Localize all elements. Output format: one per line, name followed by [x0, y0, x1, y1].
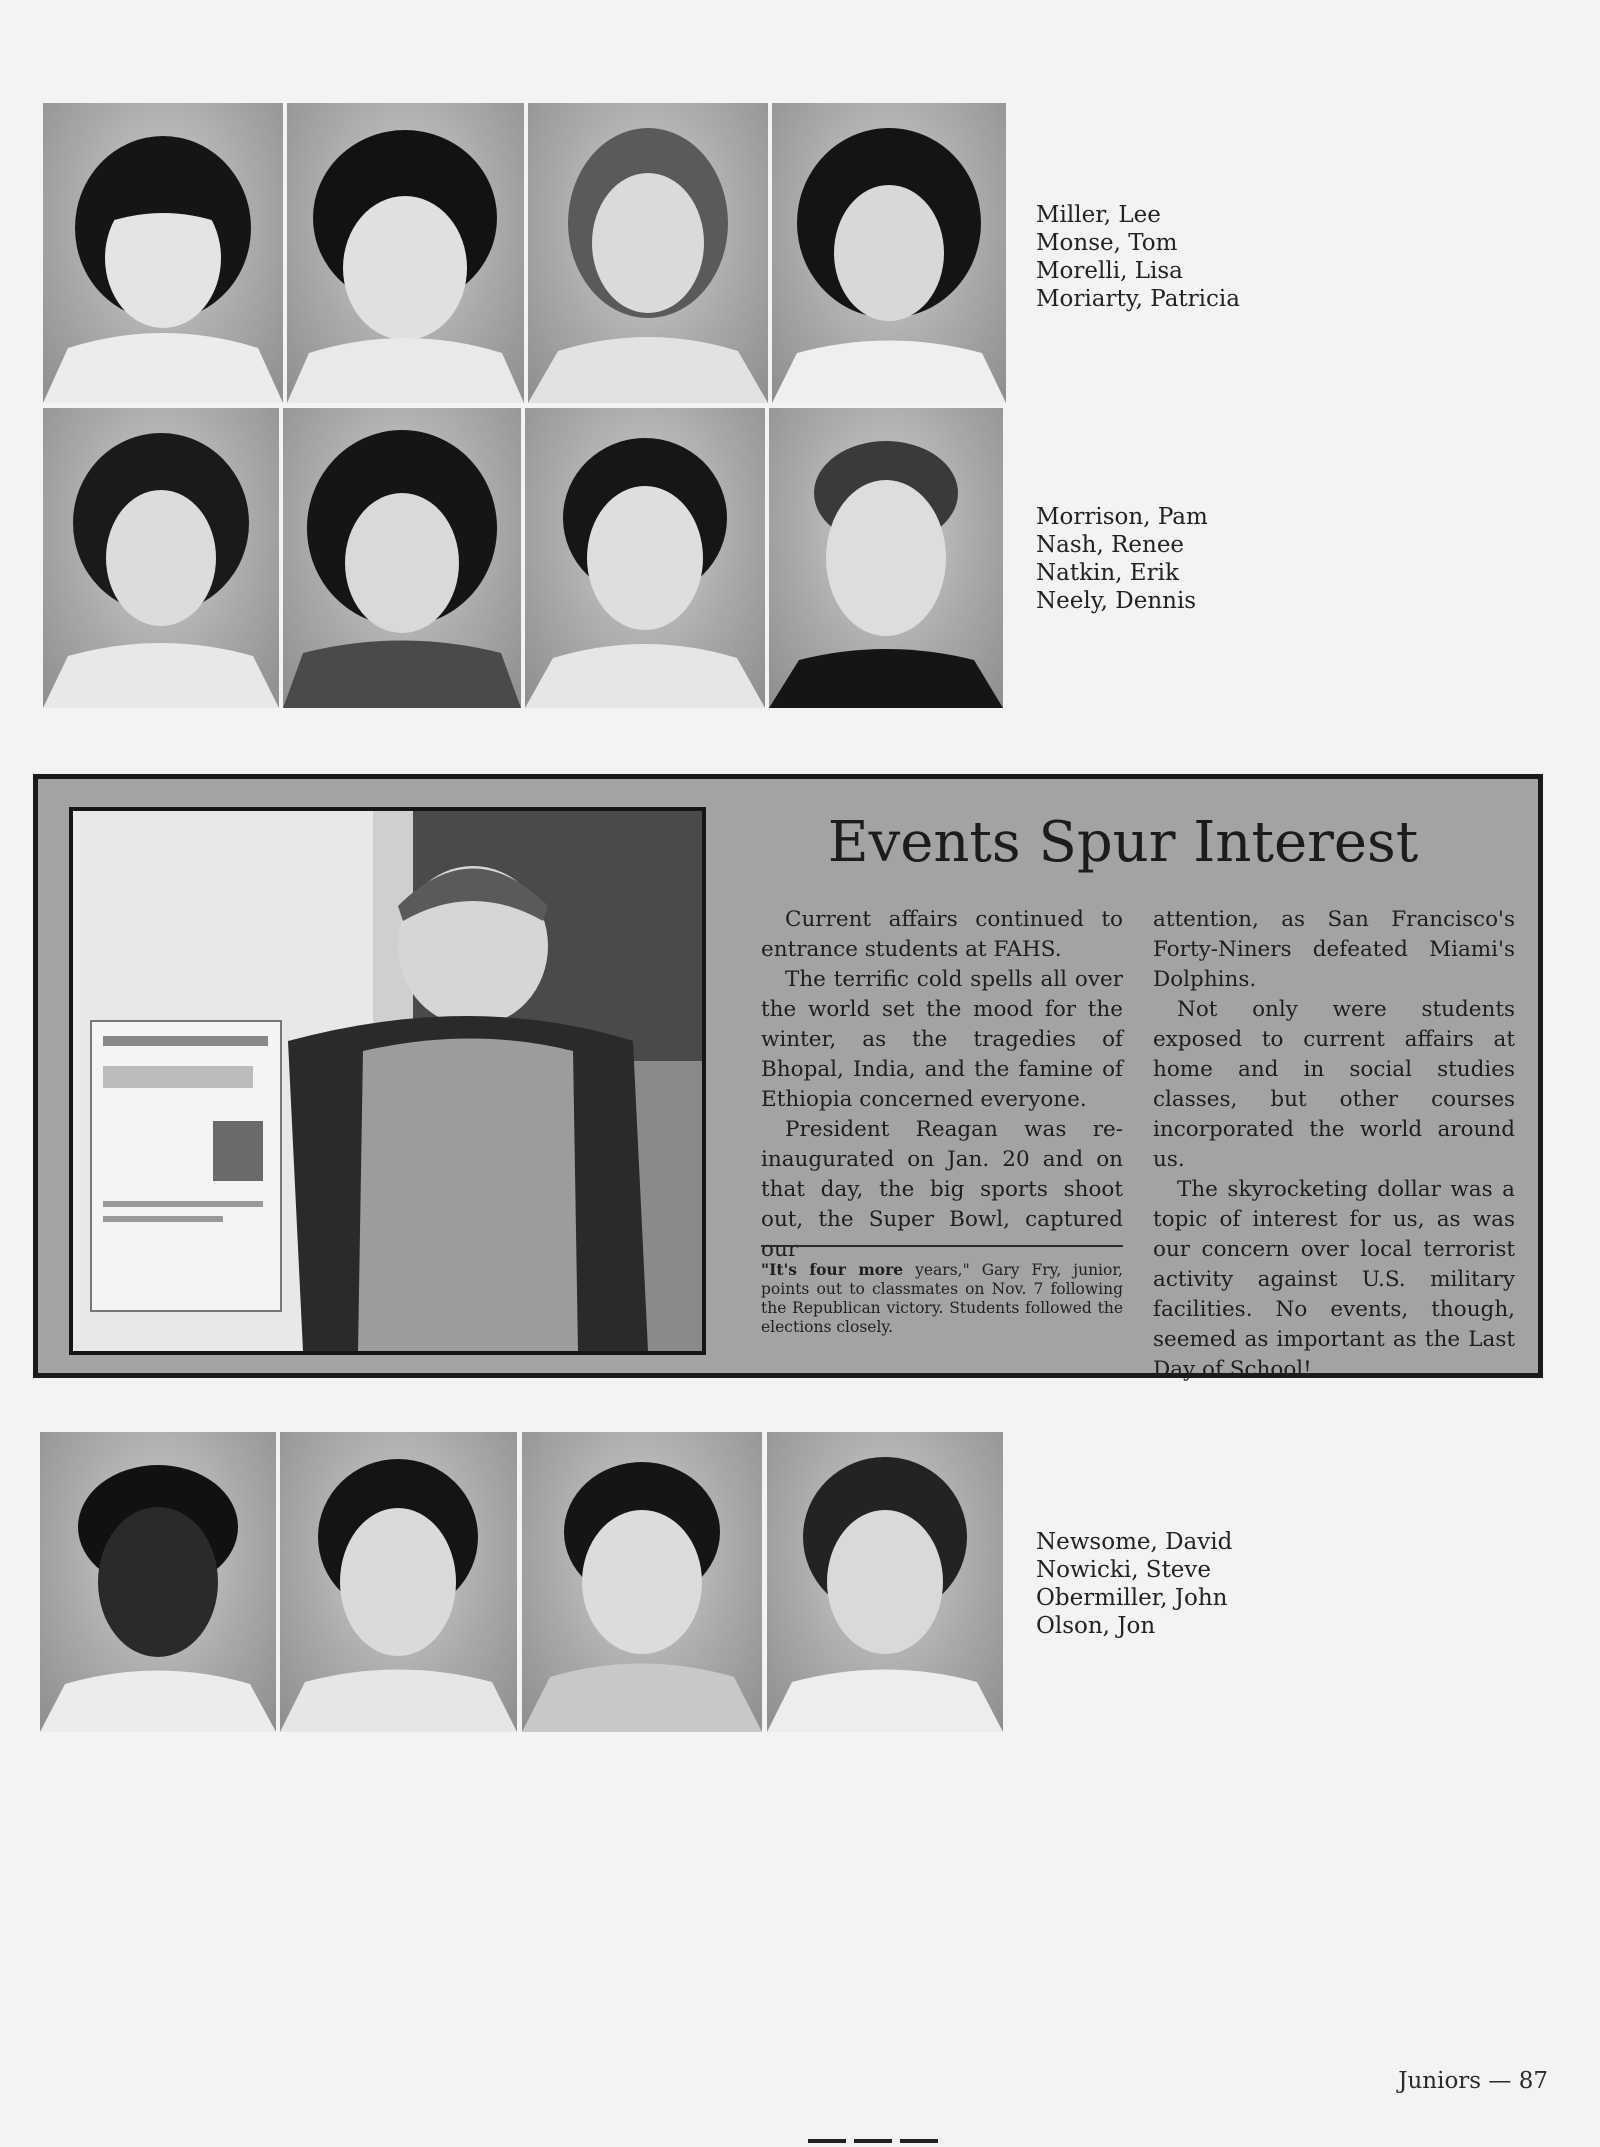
portrait-photo-icon	[525, 408, 765, 708]
portrait-morelli-lisa	[528, 103, 768, 403]
portrait-photo-icon	[769, 408, 1003, 708]
caption-divider	[761, 1245, 1123, 1247]
portrait-moriarty-patricia	[772, 103, 1006, 403]
feature-box	[33, 774, 1543, 1382]
registration-marks	[808, 2128, 948, 2132]
portrait-photo-icon	[772, 103, 1006, 403]
paragraph: Current affairs continued to entrance students at FAHS.	[761, 907, 1123, 962]
photo-caption	[761, 1260, 1123, 1337]
portrait-morrison-pam	[43, 408, 279, 708]
paragraph: President Reagan was re-inaugurated on Jan. 20 and on that day, the big sports shoot out, the Super Bowl, captured our	[761, 1117, 1123, 1262]
name-list-row-2	[1036, 503, 1208, 615]
name-list-row-3	[1036, 1528, 1232, 1640]
portrait-row-1	[0, 103, 1600, 403]
caption-text: years," Gary Fry, junior, points out to classmates on Nov. 7 following the Republican victory. Students followed the elections closely.	[761, 1261, 1123, 1336]
portrait-olson-jon	[767, 1432, 1003, 1732]
portrait-monse-tom	[287, 103, 524, 403]
feature-text-right-column	[1153, 905, 1515, 1385]
name-item: Neely, Dennis	[1036, 588, 1197, 614]
name-item: Obermiller, John	[1036, 1585, 1228, 1611]
portrait-photo-icon	[280, 1432, 517, 1732]
portrait-nash-renee	[283, 408, 521, 708]
portrait-photo-icon	[43, 408, 279, 708]
portrait-neely-dennis	[769, 408, 1003, 708]
portrait-miller-lee	[43, 103, 283, 403]
portrait-natkin-erik	[525, 408, 765, 708]
name-item: Morrison, Pam	[1036, 504, 1208, 530]
portrait-obermiller-john	[522, 1432, 762, 1732]
portrait-row-3	[0, 1432, 1600, 1732]
portrait-photo-icon	[528, 103, 768, 403]
portrait-photo-icon	[767, 1432, 1003, 1732]
portrait-photo-icon	[522, 1432, 762, 1732]
name-item: Miller, Lee	[1036, 202, 1161, 228]
name-item: Morelli, Lisa	[1036, 258, 1183, 284]
page-folio: Juniors — 87	[1398, 2068, 1548, 2094]
paragraph: Not only were students exposed to current affairs at home and in social studies classes, but other courses incorporated the world around us.	[1153, 997, 1515, 1172]
name-item: Olson, Jon	[1036, 1613, 1156, 1639]
name-item: Nowicki, Steve	[1036, 1557, 1212, 1583]
name-item: Newsome, David	[1036, 1529, 1233, 1555]
feature-title: Events Spur Interest	[827, 810, 1419, 875]
feature-photo	[69, 807, 706, 1355]
paragraph: The terrific cold spells all over the world set the mood for the winter, as the tragedies of Bhopal, India, and the famine of Ethiopia concerned everyone.	[761, 967, 1123, 1112]
portrait-nowicki-steve	[280, 1432, 517, 1732]
name-item: Natkin, Erik	[1036, 560, 1179, 586]
portrait-newsome-david	[40, 1432, 276, 1732]
paragraph: attention, as San Francisco's Forty-Niners defeated Miami's Dolphins.	[1153, 907, 1515, 992]
portrait-row-2	[0, 408, 1600, 708]
portrait-photo-icon	[43, 103, 283, 403]
portrait-photo-icon	[287, 103, 524, 403]
portrait-photo-icon	[283, 408, 521, 708]
name-item: Nash, Renee	[1036, 532, 1185, 558]
name-item: Monse, Tom	[1036, 230, 1178, 256]
paragraph: The skyrocketing dollar was a topic of interest for us, as was our concern over local terrorist activity against U.S. military facilities. No events, though, seemed as important as the Last Day of School!	[1153, 1177, 1515, 1382]
feature-text-left-column	[761, 905, 1123, 1265]
portrait-photo-icon	[40, 1432, 276, 1732]
caption-lead: "It's four more	[761, 1260, 904, 1279]
student-with-newspaper-photo	[73, 811, 702, 1351]
name-item: Moriarty, Patricia	[1036, 286, 1240, 312]
name-list-row-1	[1036, 201, 1240, 313]
